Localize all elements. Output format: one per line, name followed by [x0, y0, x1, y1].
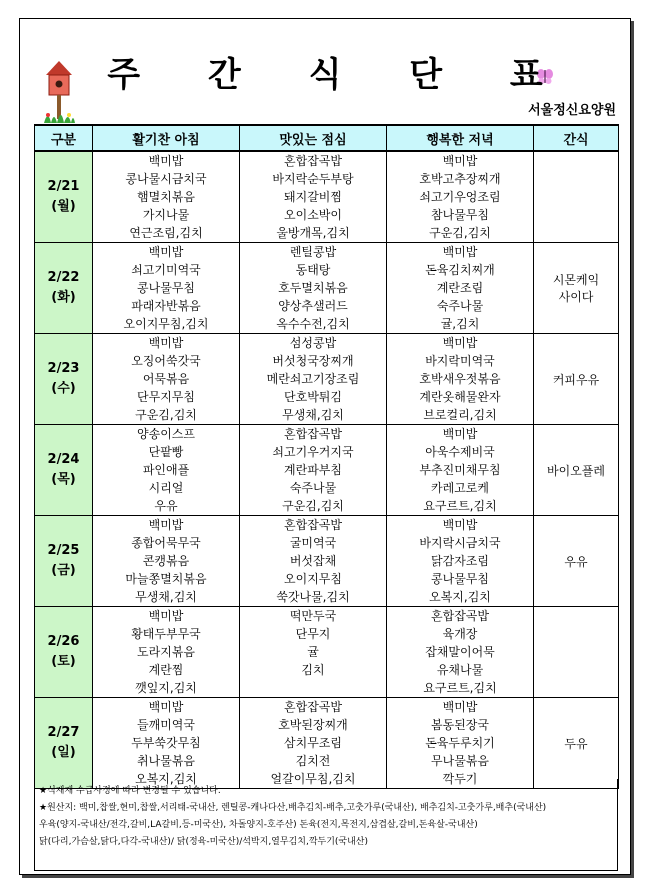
note-line: 우육(양지-국내산/전각,갈비,LA갈비,등-미국산), 차돌양지-호주산) 돈육(전지,목전지,삼겹살,갈비,돈육살-국내산) [39, 820, 478, 830]
day-date: 2/27 [47, 725, 80, 740]
menu-item: 오이소박이 [284, 208, 342, 222]
menu-item: 단호박튀김 [284, 390, 342, 404]
menu-item: 버섯청국장찌개 [272, 354, 354, 368]
dinner-cell [387, 243, 534, 334]
menu-item: 바지락미역국 [425, 354, 495, 368]
menu-item: 양송이스프 [137, 427, 195, 441]
menu-item: 파래자반볶음 [131, 299, 201, 313]
menu-item: 떡만두국 [289, 609, 337, 623]
menu-item: 호박된장찌개 [278, 718, 348, 732]
menu-item: 콩나물시금치국 [125, 172, 207, 186]
day-label [35, 698, 93, 789]
day-label [35, 334, 93, 425]
menu-item: 구운김,김치 [429, 226, 491, 240]
note-line: ★식재재 수급사정에 따라 변경될 수 있습니다. [39, 786, 221, 796]
menu-item: 두부쑥갓무침 [131, 736, 201, 750]
header-dinner: 행복한 저녁 [387, 125, 534, 151]
menu-item: 가지나물 [142, 208, 190, 222]
menu-item: 부추진미채무침 [419, 463, 501, 477]
menu-item: 쑥갓나물,김치 [276, 590, 350, 604]
day-of-week: (일) [51, 745, 76, 760]
menu-item: 쇠고기우엉조림 [419, 190, 501, 204]
snack-cell [534, 607, 619, 698]
menu-item: 단팥빵 [148, 445, 184, 459]
menu-item: 황태두부무국 [131, 627, 201, 641]
menu-item: 혼합잡곡밥 [431, 609, 489, 623]
menu-item: 백미밥 [442, 518, 478, 532]
lunch-cell [240, 607, 387, 698]
menu-row [35, 425, 619, 516]
lunch-cell [240, 516, 387, 607]
menu-item: 계란조림 [436, 281, 484, 295]
breakfast-cell [93, 425, 240, 516]
menu-item: 백미밥 [442, 245, 478, 259]
menu-item: 도라지볶음 [137, 645, 195, 659]
menu-item: 귤,김치 [440, 317, 480, 331]
day-of-week: (목) [51, 472, 76, 487]
menu-item: 호박새우젓볶음 [419, 372, 501, 386]
lunch-cell [240, 243, 387, 334]
menu-item: 잡채말이어묵 [425, 645, 495, 659]
menu-item: 유채나물 [436, 663, 484, 677]
menu-item: 렌틸콩밥 [289, 245, 337, 259]
menu-item: 얼갈이무침,김치 [270, 772, 356, 786]
menu-item: 우유 [154, 499, 178, 513]
day-label [35, 151, 93, 243]
menu-item: 햄멸치볶음 [137, 190, 195, 204]
menu-item: 콩나물무침 [431, 572, 489, 586]
note-line: 닭(다리,가슴살,닭다,다각-국내산)/ 닭(정육-미국산)/석박지,열무김치,깍두기(국내산) [39, 837, 369, 847]
day-date: 2/21 [47, 179, 80, 194]
menu-item: 혼합잡곡밥 [284, 154, 342, 168]
snack-cell: 커피우유 [534, 334, 619, 425]
dinner-cell [387, 425, 534, 516]
menu-item: 브로컬리,김치 [423, 408, 497, 422]
menu-item: 돈육두루치기 [425, 736, 495, 750]
dinner-cell [387, 607, 534, 698]
menu-item: 콩나물무침 [137, 281, 195, 295]
day-of-week: (토) [51, 654, 76, 669]
menu-item: 혼합잡곡밥 [284, 700, 342, 714]
day-label [35, 516, 93, 607]
menu-item: 단무지무침 [137, 390, 195, 404]
day-date: 2/26 [47, 634, 80, 649]
menu-item: 굴미역국 [289, 536, 337, 550]
menu-item: 백미밥 [148, 154, 184, 168]
breakfast-cell [93, 334, 240, 425]
menu-row [35, 334, 619, 425]
breakfast-cell [93, 516, 240, 607]
menu-item: 구운김,김치 [282, 499, 344, 513]
menu-item: 오이지무침 [284, 572, 342, 586]
menu-item: 혼합잡곡밥 [284, 518, 342, 532]
menu-item: 아욱수제비국 [425, 445, 495, 459]
menu-item: 육개장 [442, 627, 478, 641]
lunch-cell [240, 334, 387, 425]
menu-item: 요구르트,김치 [423, 499, 497, 513]
menu-item: 콘캥볶음 [142, 554, 190, 568]
menu-item: 울방개목,김치 [276, 226, 350, 240]
menu-item: 백미밥 [442, 700, 478, 714]
menu-item: 숙주나물 [436, 299, 484, 313]
menu-row [35, 698, 619, 789]
menu-item: 깍두기 [442, 772, 478, 786]
lunch-cell [240, 698, 387, 789]
menu-item: 돼지갈비찜 [284, 190, 342, 204]
menu-item: 삼치무조림 [284, 736, 342, 750]
menu-item: 파인애플 [142, 463, 190, 477]
day-of-week: (화) [51, 290, 76, 305]
page-title: 주 간 식 단 표 [107, 55, 571, 95]
day-of-week: (월) [51, 199, 76, 214]
header-category: 구분 [35, 125, 93, 151]
menu-item: 백미밥 [148, 336, 184, 350]
menu-item: 백미밥 [148, 700, 184, 714]
menu-row [35, 516, 619, 607]
weekly-menu-table [34, 124, 619, 789]
menu-item: 혼합잡곡밥 [284, 427, 342, 441]
menu-item: 옥수수전,김치 [276, 317, 350, 331]
menu-item: 어묵볶음 [142, 372, 190, 386]
menu-item: 백미밥 [148, 518, 184, 532]
menu-item: 김치전 [295, 754, 331, 768]
dinner-cell [387, 516, 534, 607]
menu-item: 시리얼 [148, 481, 184, 495]
day-label [35, 243, 93, 334]
menu-item: 닭감자조림 [431, 554, 489, 568]
note-line: ★원산지: 백미,찹쌀,현미,찹쌀,서리태-국내산, 렌틸콩-캐나다산,배추김치-배추,고춧가루(국내산), 배추김치-고춧가루,배추(국내산) [39, 803, 547, 813]
breakfast-cell [93, 151, 240, 243]
menu-item: 무생채,김치 [282, 408, 344, 422]
breakfast-cell [93, 607, 240, 698]
breakfast-cell [93, 243, 240, 334]
menu-item: 무나물볶음 [431, 754, 489, 768]
menu-item: 돈육김치찌개 [425, 263, 495, 277]
menu-item: 요구르트,김치 [423, 681, 497, 695]
menu-item: 귤 [307, 645, 319, 659]
menu-item: 참나물무침 [431, 208, 489, 222]
menu-item: 깻잎지,김치 [135, 681, 197, 695]
menu-item: 쇠고기미역국 [131, 263, 201, 277]
dinner-cell [387, 334, 534, 425]
organization-name: 서울정신요양원 [528, 103, 616, 118]
menu-item: 메란쇠고기장조림 [266, 372, 360, 386]
menu-item: 단무지 [295, 627, 331, 641]
menu-item: 오복지,김치 [135, 772, 197, 786]
menu-item: 호박고추장찌개 [419, 172, 501, 186]
menu-item: 구운김,김치 [135, 408, 197, 422]
menu-item: 계란파부침 [284, 463, 342, 477]
menu-item: 봄동된장국 [431, 718, 489, 732]
menu-item: 바지락순두부탕 [272, 172, 354, 186]
menu-item: 버섯잡채 [289, 554, 337, 568]
dinner-cell [387, 698, 534, 789]
snack-cell: 시몬케익 사이다 [534, 243, 619, 334]
menu-row [35, 607, 619, 698]
day-date: 2/25 [47, 543, 80, 558]
snack-cell: 바이오플레 [534, 425, 619, 516]
menu-item: 취나물볶음 [137, 754, 195, 768]
menu-item: 계란옷해물완자 [419, 390, 501, 404]
menu-item: 호두멸치볶음 [278, 281, 348, 295]
day-of-week: (금) [51, 563, 76, 578]
menu-item: 백미밥 [442, 336, 478, 350]
snack-cell: 우유 [534, 516, 619, 607]
day-date: 2/23 [47, 361, 80, 376]
menu-item: 무생채,김치 [135, 590, 197, 604]
menu-row [35, 243, 619, 334]
menu-item: 오징어쑥갓국 [131, 354, 201, 368]
day-of-week: (수) [51, 381, 76, 396]
day-date: 2/24 [47, 452, 80, 467]
menu-item: 섬성콩밥 [289, 336, 337, 350]
menu-item: 동태탕 [295, 263, 331, 277]
menu-item: 백미밥 [442, 154, 478, 168]
snack-cell: 두유 [534, 698, 619, 789]
day-label [35, 425, 93, 516]
menu-item: 카레고로케 [431, 481, 489, 495]
day-label [35, 607, 93, 698]
menu-sheet [19, 18, 631, 875]
menu-item: 오복지,김치 [429, 590, 491, 604]
menu-item: 양상추샐러드 [278, 299, 348, 313]
menu-item: 백미밥 [148, 609, 184, 623]
breakfast-cell [93, 698, 240, 789]
snack-cell [534, 151, 619, 243]
lunch-cell [240, 425, 387, 516]
menu-row [35, 151, 619, 243]
notes-section [34, 779, 618, 871]
menu-item: 백미밥 [442, 427, 478, 441]
menu-item: 김치 [301, 663, 325, 677]
menu-item: 숙주나물 [289, 481, 337, 495]
header-lunch: 맛있는 점심 [240, 125, 387, 151]
header-snack: 간식 [534, 125, 619, 151]
menu-item: 종합어묵무국 [131, 536, 201, 550]
menu-item: 계란찜 [148, 663, 184, 677]
menu-item: 쇠고기우거지국 [272, 445, 354, 459]
menu-item: 오이지무침,김치 [123, 317, 209, 331]
menu-item: 바지락시금치국 [419, 536, 501, 550]
day-date: 2/22 [47, 270, 80, 285]
menu-item: 연근조림,김치 [129, 226, 203, 240]
header-breakfast: 활기찬 아침 [93, 125, 240, 151]
menu-body [35, 151, 619, 789]
dinner-cell [387, 151, 534, 243]
menu-item: 백미밥 [148, 245, 184, 259]
menu-item: 들깨미역국 [137, 718, 195, 732]
menu-item: 마늘쫑멸치볶음 [125, 572, 207, 586]
lunch-cell [240, 151, 387, 243]
